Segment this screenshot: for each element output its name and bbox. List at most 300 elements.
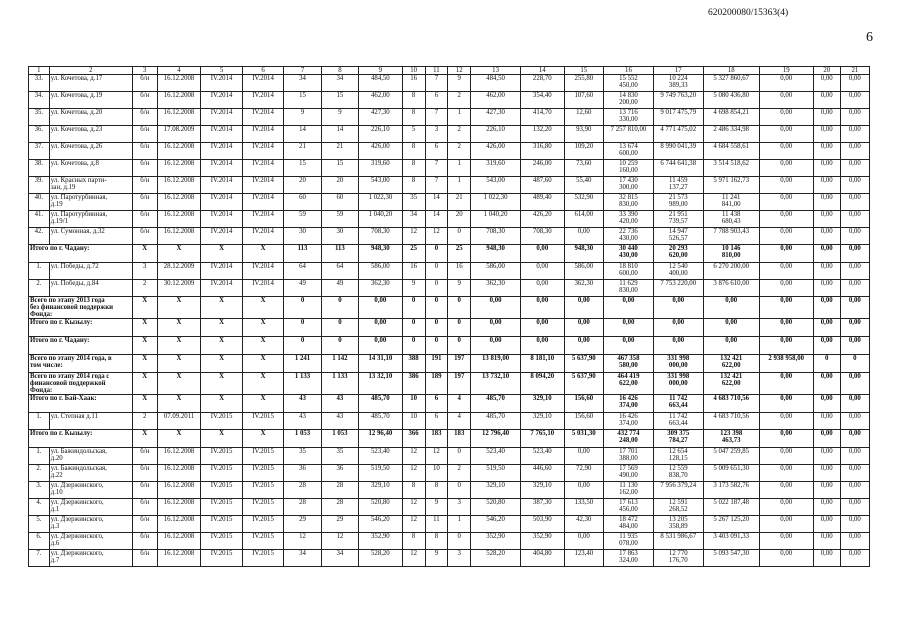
table-cell: б/н (132, 465, 157, 482)
subtotal-cell: X (157, 395, 201, 413)
subtotal-cell: X (201, 355, 243, 373)
table-cell: 0,00 (759, 448, 813, 465)
table-cell: 2 (448, 465, 471, 482)
table-cell: 11 459 137,27 (653, 177, 703, 194)
table-cell: IV.2014 (201, 126, 243, 143)
table-cell: 8 (402, 109, 425, 126)
table-cell: IV.2014 (242, 194, 284, 211)
table-cell: 10 (402, 413, 425, 430)
table-row (29, 448, 870, 465)
table-cell: 0,00 (759, 92, 813, 109)
address-cell: ул. Паротурбинная, д.19 (49, 194, 132, 211)
table-cell: 708,30 (359, 228, 403, 245)
table-cell: 16.12.2008 (157, 109, 201, 126)
table-cell: 5 (402, 126, 425, 143)
row-number-cell: 41. (29, 211, 50, 228)
subtotal-cell: 0,00 (520, 297, 564, 319)
table-cell: 5 080 436,80 (703, 92, 759, 109)
address-cell: ул. Дзержинского, д.7 (49, 550, 132, 567)
subtotal-cell: 0,00 (840, 373, 869, 395)
subtotal-row (29, 373, 870, 395)
address-cell: ул. Красных парти- зан, д.19 (49, 177, 132, 194)
table-cell: 0,00 (564, 482, 603, 499)
subtotal-cell: 432 774 248,00 (604, 430, 654, 448)
table-cell: 12 (321, 533, 358, 550)
table-cell: 1 040,20 (471, 211, 521, 228)
table-cell: 15 552 450,00 (604, 75, 654, 92)
table-cell: 12 (402, 516, 425, 533)
subtotal-cell: 20 293 620,00 (653, 245, 703, 263)
table-row (29, 177, 870, 194)
subtotal-cell: 0,00 (564, 319, 603, 337)
table-cell: 352,90 (359, 533, 403, 550)
subtotal-row (29, 245, 870, 263)
table-cell: 2 (132, 280, 157, 297)
table-cell: 10 259 160,00 (604, 160, 654, 177)
table-cell: 528,20 (359, 550, 403, 567)
table-cell: 8 (402, 177, 425, 194)
table-cell: 64 (321, 263, 358, 280)
table-cell: IV.2014 (242, 92, 284, 109)
subtotal-cell: 43 (284, 395, 321, 413)
subtotal-cell: 0,00 (471, 319, 521, 337)
table-cell: 0,00 (759, 550, 813, 567)
table-cell: 1 (448, 516, 471, 533)
table-cell: IV.2014 (242, 211, 284, 228)
subtotal-cell: 113 (284, 245, 321, 263)
subtotal-cell: 0,00 (359, 319, 403, 337)
address-cell: ул. Кочетова, д.20 (49, 109, 132, 126)
column-number-row (29, 67, 870, 75)
subtotal-cell: 0,00 (471, 337, 521, 355)
table-cell: 523,40 (471, 448, 521, 465)
table-cell: 12 559 838,70 (653, 465, 703, 482)
table-cell: 0,00 (840, 194, 869, 211)
table-row (29, 465, 870, 482)
table-cell: 72,90 (564, 465, 603, 482)
column-number-cell: 20 (813, 67, 840, 75)
table-row (29, 126, 870, 143)
table-cell: 7 (425, 177, 448, 194)
address-cell: ул. Кочетова, д.19 (49, 92, 132, 109)
table-cell: б/н (132, 194, 157, 211)
table-cell: 14 830 200,00 (604, 92, 654, 109)
table-cell: 708,30 (520, 228, 564, 245)
column-number-cell: 3 (132, 67, 157, 75)
column-number-cell: 18 (703, 67, 759, 75)
table-cell: IV.2015 (201, 448, 243, 465)
table-cell: 1 (448, 109, 471, 126)
row-number-cell: 2. (29, 465, 50, 482)
column-number-cell: 19 (759, 67, 813, 75)
column-number-cell: 4 (157, 67, 201, 75)
table-cell: IV.2014 (201, 228, 243, 245)
subtotal-cell: 0,00 (759, 319, 813, 337)
table-cell: 49 (321, 280, 358, 297)
subtotal-cell: 0,00 (813, 373, 840, 395)
table-cell: 362,30 (564, 280, 603, 297)
document-number: 620200080/15363(4) (708, 8, 789, 18)
subtotal-cell: X (157, 355, 201, 373)
table-cell: 28 (321, 499, 358, 516)
subtotal-cell: 0,00 (759, 337, 813, 355)
table-cell: 22 736 430,00 (604, 228, 654, 245)
address-cell: ул. Дзержинского, д.3 (49, 516, 132, 533)
subtotal-cell: 0,00 (759, 297, 813, 319)
table-cell: IV.2014 (242, 280, 284, 297)
table-cell: 0,00 (759, 413, 813, 430)
subtotal-cell: X (132, 337, 157, 355)
table-cell: 0,00 (759, 177, 813, 194)
subtotal-cell: 0 (425, 337, 448, 355)
subtotal-cell: 5 031,30 (564, 430, 603, 448)
table-cell: 5 047 259,85 (703, 448, 759, 465)
table-cell: IV.2014 (242, 177, 284, 194)
table-cell: 316,80 (520, 143, 564, 160)
table-cell: 16.12.2008 (157, 92, 201, 109)
table-cell: 12 (402, 465, 425, 482)
table-cell: 17 569 490,00 (604, 465, 654, 482)
table-cell: 21 573 989,00 (653, 194, 703, 211)
table-cell: 4 683 710,56 (703, 413, 759, 430)
subtotal-cell: 331 998 000,00 (653, 355, 703, 373)
table-cell: 6 (425, 143, 448, 160)
subtotal-cell: 25 (402, 245, 425, 263)
table-cell: IV.2014 (242, 126, 284, 143)
address-cell: ул. Степная д.11 (49, 413, 132, 430)
table-cell: 35 (284, 448, 321, 465)
subtotal-cell: 948,30 (564, 245, 603, 263)
row-number-cell: 42. (29, 228, 50, 245)
table-cell: б/н (132, 109, 157, 126)
address-cell: ул. Кочетова, д.8 (49, 160, 132, 177)
subtotal-cell: 1 053 (284, 430, 321, 448)
table-cell: 60 (284, 194, 321, 211)
subtotal-cell: 331 998 000,00 (653, 373, 703, 395)
table-cell: 0,00 (840, 465, 869, 482)
subtotal-cell: X (132, 373, 157, 395)
table-cell: 7 (425, 109, 448, 126)
table-cell: 13 674 600,00 (604, 143, 654, 160)
address-cell: ул. Бажиндольская, д.22 (49, 465, 132, 482)
address-cell: ул. Сумонная, д.32 (49, 228, 132, 245)
table-cell: 519,50 (359, 465, 403, 482)
table-cell: 0,00 (759, 263, 813, 280)
table-cell: 64 (284, 263, 321, 280)
table-cell: 8 531 986,67 (653, 533, 703, 550)
table-cell: 586,00 (359, 263, 403, 280)
subtotal-cell: 4 683 710,56 (703, 395, 759, 413)
table-cell: 35 (402, 194, 425, 211)
table-cell: 487,60 (520, 177, 564, 194)
table-cell: 362,30 (471, 280, 521, 297)
table-cell: 7 788 903,43 (703, 228, 759, 245)
subtotal-cell: 43 (321, 395, 358, 413)
table-cell: 0,00 (840, 211, 869, 228)
table-cell: 14 947 526,57 (653, 228, 703, 245)
table-cell: 123,40 (564, 550, 603, 567)
table-cell: 0,00 (813, 465, 840, 482)
subtotal-cell: 197 (448, 355, 471, 373)
table-cell: 3 (425, 126, 448, 143)
table-cell: 3 403 091,33 (703, 533, 759, 550)
subtotal-cell: 0,00 (359, 297, 403, 319)
table-cell: 387,30 (520, 499, 564, 516)
table-cell: б/н (132, 92, 157, 109)
table-cell: 16.12.2008 (157, 550, 201, 567)
subtotal-cell: X (242, 297, 284, 319)
table-cell: 1 (448, 160, 471, 177)
table-cell: б/н (132, 160, 157, 177)
table-cell: 0,00 (813, 92, 840, 109)
table-cell: 404,80 (520, 550, 564, 567)
subtotal-label: Итого по г. Бай-Хаак: (29, 395, 133, 413)
subtotal-cell: 25 (448, 245, 471, 263)
subtotal-cell: X (157, 245, 201, 263)
table-cell: 8 (402, 143, 425, 160)
subtotal-cell: 191 (425, 355, 448, 373)
address-cell: ул. Дзержинского, д.10 (49, 482, 132, 499)
subtotal-label: Всего по этапу 2014 года, в том числе: (29, 355, 133, 373)
table-cell: 427,30 (471, 109, 521, 126)
subtotal-cell: 132 421 622,00 (703, 373, 759, 395)
table-cell: 14 (321, 126, 358, 143)
table-cell: IV.2015 (201, 413, 243, 430)
table-cell: 17 863 324,00 (604, 550, 654, 567)
table-cell: 16.12.2008 (157, 533, 201, 550)
row-number-cell: 2. (29, 280, 50, 297)
address-cell: ул. Победы, д.84 (49, 280, 132, 297)
table-row (29, 499, 870, 516)
table-cell: 12 (402, 228, 425, 245)
table-cell: 352,90 (520, 533, 564, 550)
column-number-cell: 21 (840, 67, 869, 75)
table-cell: 59 (321, 211, 358, 228)
subtotal-cell: X (242, 319, 284, 337)
table-cell: 30 (284, 228, 321, 245)
table-cell: 1 040,20 (359, 211, 403, 228)
table-cell: 485,70 (359, 413, 403, 430)
subtotal-cell: 156,60 (564, 395, 603, 413)
address-cell: ул. Бажиндольская, д.20 (49, 448, 132, 465)
table-cell: 0,00 (813, 533, 840, 550)
table-cell: 35 (321, 448, 358, 465)
address-cell: ул. Паротурбинная, д.19/1 (49, 211, 132, 228)
table-cell: 0,00 (564, 448, 603, 465)
subtotal-cell: 0 (402, 337, 425, 355)
table-cell: 0,00 (813, 160, 840, 177)
subtotal-cell: 183 (425, 430, 448, 448)
subtotal-cell: 0,00 (653, 319, 703, 337)
table-cell: 8 (402, 533, 425, 550)
table-cell: 28 (284, 499, 321, 516)
table-cell: 2 (448, 143, 471, 160)
table-cell: 523,40 (359, 448, 403, 465)
table-cell: 0,00 (840, 448, 869, 465)
table-cell: 614,00 (564, 211, 603, 228)
table-cell: 708,30 (471, 228, 521, 245)
table-cell: 0,00 (813, 482, 840, 499)
table-row (29, 228, 870, 245)
subtotal-cell: X (157, 297, 201, 319)
table-cell: 3 876 610,00 (703, 280, 759, 297)
table-cell: б/н (132, 550, 157, 567)
row-number-cell: 39. (29, 177, 50, 194)
table-cell: 427,30 (359, 109, 403, 126)
table-cell: 14 (425, 194, 448, 211)
subtotal-cell: 0,00 (840, 245, 869, 263)
table-cell: 5 009 651,30 (703, 465, 759, 482)
table-cell: 546,20 (359, 516, 403, 533)
table-cell: 0,00 (840, 413, 869, 430)
table-cell: б/н (132, 126, 157, 143)
table-row (29, 75, 870, 92)
table-cell: IV.2014 (242, 263, 284, 280)
table-cell: 20 (321, 177, 358, 194)
table-cell: 7 257 810,00 (604, 126, 654, 143)
subtotal-cell: X (132, 430, 157, 448)
table-cell: 8 (402, 92, 425, 109)
table-cell: 228,70 (520, 75, 564, 92)
table-cell: 156,60 (564, 413, 603, 430)
subtotal-row (29, 337, 870, 355)
table-cell: 12 (284, 533, 321, 550)
subtotal-cell: 16 426 374,00 (604, 395, 654, 413)
table-cell: 28.12.2009 (157, 263, 201, 280)
subtotal-cell: 309 375 784,27 (653, 430, 703, 448)
table-cell: 16.12.2008 (157, 482, 201, 499)
subtotal-cell: 0,00 (471, 297, 521, 319)
subtotal-cell: 0,00 (653, 297, 703, 319)
table-cell: 14 (425, 211, 448, 228)
table-cell: 354,40 (520, 92, 564, 109)
table-cell: 12 (402, 448, 425, 465)
table-cell: IV.2015 (242, 482, 284, 499)
table-cell: 462,00 (471, 92, 521, 109)
table-cell: 1 022,30 (359, 194, 403, 211)
table-cell: 13 205 358,89 (653, 516, 703, 533)
column-number-cell: 10 (402, 67, 425, 75)
subtotal-cell: 13 732,10 (471, 373, 521, 395)
table-cell: 17 613 456,00 (604, 499, 654, 516)
table-cell: 520,80 (359, 499, 403, 516)
subtotal-cell: 12 796,40 (471, 430, 521, 448)
subtotal-cell: 14 31,10 (359, 355, 403, 373)
column-number-cell: 1 (29, 67, 50, 75)
table-cell: 11 935 078,00 (604, 533, 654, 550)
subtotal-cell: 0 (425, 319, 448, 337)
table-cell: 11 130 162,00 (604, 482, 654, 499)
table-row (29, 194, 870, 211)
table-cell: 362,30 (359, 280, 403, 297)
row-number-cell: 5. (29, 516, 50, 533)
subtotal-cell: 0 (448, 297, 471, 319)
subtotal-cell: 0 (321, 319, 358, 337)
table-cell: 446,60 (520, 465, 564, 482)
table-cell: IV.2014 (201, 177, 243, 194)
table-cell: IV.2014 (201, 280, 243, 297)
subtotal-label: Итого по г. Кызылу: (29, 430, 133, 448)
table-cell: 7 (425, 75, 448, 92)
table-cell: 6 (425, 413, 448, 430)
table-cell: 0,00 (813, 194, 840, 211)
column-number-cell: 13 (471, 67, 521, 75)
table-cell: 0,00 (813, 126, 840, 143)
subtotal-cell: 0,00 (840, 430, 869, 448)
subtotal-cell: 4 (448, 395, 471, 413)
subtotal-cell: X (201, 430, 243, 448)
subtotal-cell: 0 (321, 337, 358, 355)
subtotal-cell: 13 32,10 (359, 373, 403, 395)
table-cell: 29 (321, 516, 358, 533)
subtotal-cell: 10 (402, 395, 425, 413)
subtotal-cell: X (201, 395, 243, 413)
table-cell: 9 (448, 75, 471, 92)
subtotal-cell: 0,00 (759, 245, 813, 263)
table-row (29, 533, 870, 550)
subtotal-cell: X (132, 297, 157, 319)
subtotal-label: Всего по этапу 2013 года без финансовой поддержки Фонда: (29, 297, 133, 319)
table-cell: 12 (425, 228, 448, 245)
subtotal-cell: 0,00 (840, 337, 869, 355)
subtotal-cell: 0 (425, 245, 448, 263)
table-cell: 329,10 (471, 482, 521, 499)
subtotal-cell: 388 (402, 355, 425, 373)
table-cell: 93,90 (564, 126, 603, 143)
subtotal-cell: 485,70 (359, 395, 403, 413)
table-row (29, 516, 870, 533)
table-cell: 43 (284, 413, 321, 430)
row-number-cell: 6. (29, 533, 50, 550)
table-cell: 586,00 (471, 263, 521, 280)
column-number-cell: 9 (359, 67, 403, 75)
subtotal-cell: X (132, 355, 157, 373)
table-cell: 0,00 (840, 126, 869, 143)
table-cell: б/н (132, 533, 157, 550)
table-cell: 18 810 600,00 (604, 263, 654, 280)
table-cell: 414,70 (520, 109, 564, 126)
table-cell: 0,00 (759, 109, 813, 126)
subtotal-cell: 7 765,10 (520, 430, 564, 448)
row-number-cell: 1. (29, 263, 50, 280)
table-cell: 12 770 176,70 (653, 550, 703, 567)
table-cell: б/н (132, 211, 157, 228)
subtotal-cell: 1 133 (284, 373, 321, 395)
row-number-cell: 1. (29, 413, 50, 430)
subtotal-cell: 0,00 (520, 245, 564, 263)
table-cell: 15 (284, 160, 321, 177)
table-cell: 13 716 330,00 (604, 109, 654, 126)
subtotal-cell: X (201, 297, 243, 319)
subtotal-cell: 2 938 958,00 (759, 355, 813, 373)
subtotal-cell: X (242, 245, 284, 263)
table-cell: 32 815 830,00 (604, 194, 654, 211)
table-row (29, 482, 870, 499)
table-cell: 0,00 (564, 228, 603, 245)
table-cell: 0,00 (840, 499, 869, 516)
table-cell: 6 744 641,38 (653, 160, 703, 177)
table-cell: 0,00 (759, 143, 813, 160)
table-cell: 6 270 200,00 (703, 263, 759, 280)
table-cell: IV.2014 (201, 160, 243, 177)
row-number-cell: 37. (29, 143, 50, 160)
table-cell: б/н (132, 499, 157, 516)
table-cell: 07.09.2011 (157, 413, 201, 430)
table-cell: 0,00 (759, 516, 813, 533)
table-cell: 0,00 (759, 211, 813, 228)
table-cell: б/н (132, 75, 157, 92)
table-cell: 0,00 (813, 109, 840, 126)
